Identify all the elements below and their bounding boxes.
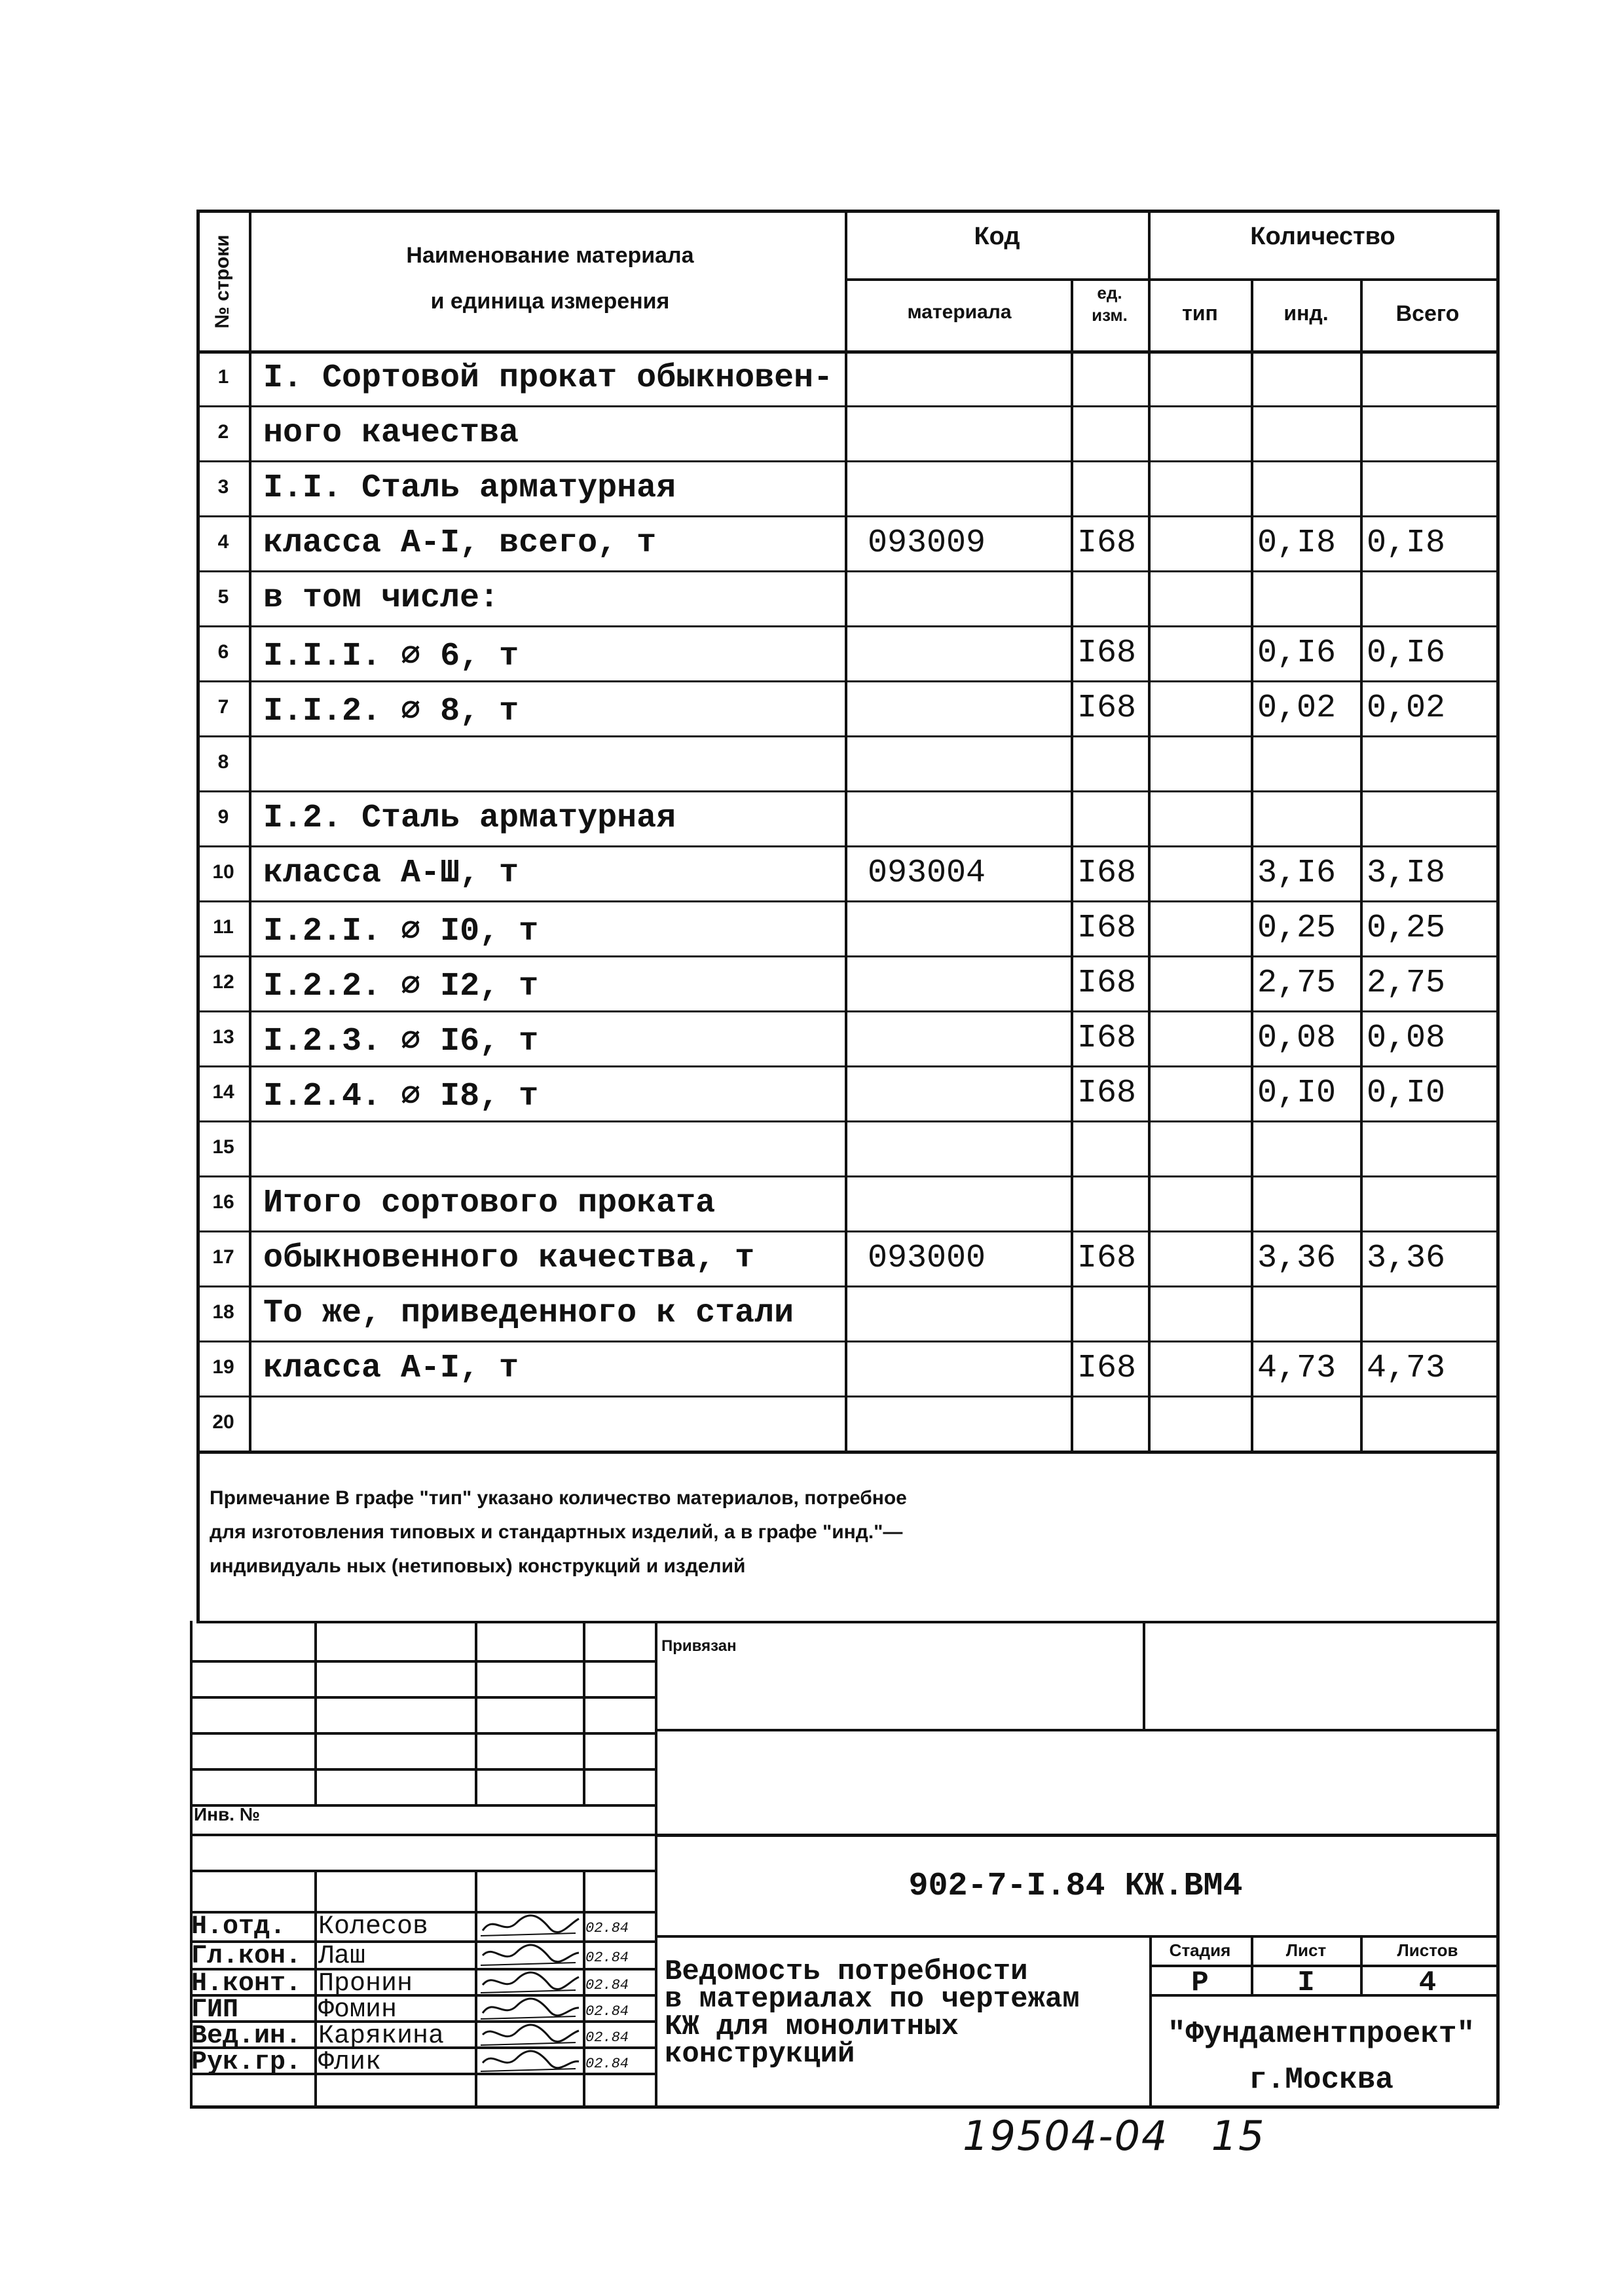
label-privyazan: Привязан (661, 1637, 737, 1655)
row-number: 9 (217, 806, 229, 828)
grid-line (196, 1285, 1499, 1287)
unit-code: I68 (1077, 855, 1137, 892)
signature-date: 02.84 (585, 1977, 629, 1993)
row-number: 2 (217, 421, 229, 443)
signature-date: 02.84 (585, 2003, 629, 2020)
material-name: I.2.4. ∅ I8, т (263, 1078, 539, 1115)
document-title: Ведомость потребности в материалах по чертежам КЖ для монолитных конструкций (665, 1955, 1080, 2071)
grid-line (196, 1396, 1499, 1397)
row-number: 13 (212, 1026, 234, 1048)
row-number: 1 (217, 366, 229, 388)
grid-line (196, 625, 1499, 627)
grid-line (196, 1341, 1499, 1342)
grid-line (314, 1870, 317, 2105)
staff-name: Флик (318, 2048, 382, 2077)
unit-code: I68 (1077, 910, 1137, 947)
value-sheets: 4 (1418, 1967, 1437, 1999)
grid-line (655, 1621, 657, 2105)
row-number: 5 (217, 586, 229, 608)
qty-ind: 0,I0 (1257, 1075, 1337, 1112)
material-name: обыкновенного качества, т (263, 1240, 755, 1277)
grid-line (196, 210, 1499, 213)
document-code: 902-7-I.84 КЖ.ВМ4 (908, 1868, 1243, 1905)
grid-line (196, 1230, 1499, 1232)
header-qty-total: Всего (1395, 301, 1460, 326)
grid-line (196, 1010, 1499, 1012)
qty-total: 3,36 (1367, 1240, 1446, 1277)
qty-ind: 2,75 (1257, 965, 1337, 1002)
staff-name: Лаш (318, 1942, 366, 1971)
header-name-column: Наименование материала и единица измерения (406, 243, 694, 314)
row-number: 8 (217, 751, 229, 773)
staff-name: Карякина (318, 2022, 445, 2051)
row-number: 17 (212, 1246, 234, 1268)
material-name: I.2.3. ∅ I6, т (263, 1023, 539, 1060)
signature (477, 1968, 582, 1995)
grid-line (196, 845, 1499, 847)
row-number: 19 (212, 1356, 234, 1378)
material-name: I.I.2. ∅ 8, т (263, 693, 519, 730)
qty-ind: 0,02 (1257, 690, 1337, 727)
material-name: I.2.I. ∅ I0, т (263, 913, 539, 950)
unit-code: I68 (1077, 1240, 1137, 1277)
grid-line (196, 790, 1499, 792)
staff-role: Рук.гр. (191, 2048, 302, 2077)
material-code: 093009 (868, 525, 986, 562)
row-number: 6 (217, 641, 229, 663)
table-note: Примечание В графе "тип" указано количество материалов, потребное для изготовления типовых и стандартных изделий, а в графе "инд."— индивидуаль ных (нетиповых) конструкций и изделий (210, 1487, 907, 1577)
qty-total: 0,I0 (1367, 1075, 1446, 1112)
grid-line (190, 1834, 655, 1836)
grid-line (196, 405, 1499, 407)
grid-line (1143, 1621, 1145, 1729)
organization-name: "Фундаментпроект" (1167, 2017, 1475, 2051)
material-name: I. Сортовой прокат обыкновен- (263, 360, 834, 397)
grid-line (196, 1451, 1499, 1454)
grid-line (845, 278, 1496, 281)
grid-line (655, 1729, 1499, 1731)
qty-ind: 4,73 (1257, 1350, 1337, 1387)
qty-ind: 0,25 (1257, 910, 1337, 947)
signature (477, 1940, 582, 1968)
header-code-material: материала (907, 301, 1012, 323)
signature (477, 1911, 582, 1938)
signature-date: 02.84 (585, 1950, 629, 1966)
qty-total: 2,75 (1367, 965, 1446, 1002)
staff-name: Фомин (318, 1995, 397, 2025)
header-row-number: № строки (212, 234, 233, 329)
grid-line (196, 1065, 1499, 1067)
grid-line (1071, 278, 1073, 1451)
signature (477, 1994, 582, 2022)
material-code: 093000 (868, 1240, 986, 1277)
grid-line (583, 1621, 585, 1804)
value-sheet: I (1297, 1967, 1315, 1999)
row-number: 20 (212, 1411, 234, 1433)
qty-total: 0,25 (1367, 910, 1446, 947)
signature (477, 2020, 582, 2048)
row-number: 11 (213, 916, 234, 938)
header-unit: ед. изм. (1092, 283, 1128, 325)
grid-line (475, 1621, 477, 1804)
staff-role: Н.отд. (191, 1912, 286, 1942)
unit-code: I68 (1077, 690, 1137, 727)
grid-line (655, 1935, 1499, 1938)
material-name: I.2. Сталь арматурная (263, 800, 676, 837)
grid-line (196, 955, 1499, 957)
grid-line (190, 2105, 1499, 2109)
signature (477, 2046, 582, 2074)
unit-code: I68 (1077, 1075, 1137, 1112)
row-number: 16 (212, 1191, 234, 1213)
value-stage: Р (1191, 1967, 1209, 1999)
qty-total: 0,I6 (1367, 635, 1446, 672)
grid-line (196, 735, 1499, 737)
header-qty-type: тип (1182, 301, 1218, 325)
grid-line (655, 1834, 1499, 1837)
label-sheet: Лист (1285, 1940, 1327, 1960)
signature-date: 02.84 (585, 1920, 629, 1936)
qty-ind: 0,08 (1257, 1020, 1337, 1057)
grid-line (196, 515, 1499, 517)
label-inv-no: Инв. № (194, 1804, 261, 1824)
unit-code: I68 (1077, 525, 1137, 562)
grid-line (845, 210, 847, 1451)
grid-line (196, 900, 1499, 902)
qty-ind: 3,I6 (1257, 855, 1337, 892)
row-number: 15 (212, 1136, 234, 1158)
grid-line (196, 680, 1499, 682)
material-name: класса А-Ш, т (263, 855, 519, 892)
material-name: Итого сортового проката (263, 1185, 716, 1222)
qty-total: 3,I8 (1367, 855, 1446, 892)
row-number: 3 (217, 476, 229, 498)
label-stage: Стадия (1169, 1940, 1231, 1960)
grid-line (196, 570, 1499, 572)
grid-line (314, 1621, 317, 1804)
row-number: 14 (212, 1081, 234, 1103)
row-number: 7 (217, 696, 229, 718)
staff-name: Пронин (318, 1969, 413, 1999)
row-number: 18 (212, 1301, 234, 1323)
unit-code: I68 (1077, 1350, 1137, 1387)
grid-line (196, 1175, 1499, 1177)
material-name: класса А-I, всего, т (263, 525, 657, 562)
staff-role: ГИП (191, 1995, 239, 2025)
signature-date: 02.84 (585, 2056, 629, 2072)
staff-role: Вед.ин. (191, 2022, 302, 2051)
staff-role: Гл.кон. (191, 1942, 302, 1971)
material-name: ного качества (263, 415, 519, 452)
staff-name: Колесов (318, 1912, 429, 1942)
archive-stamp: 19504-04 15 (963, 2112, 1266, 2160)
grid-line (196, 350, 1499, 354)
organization-city: г.Москва (1249, 2063, 1393, 2097)
header-quantity-group: Количество (1250, 223, 1395, 250)
row-number: 12 (212, 971, 234, 993)
signature-date: 02.84 (585, 2029, 629, 2046)
qty-total: 0,02 (1367, 690, 1446, 727)
unit-code: I68 (1077, 635, 1137, 672)
label-sheets: Листов (1397, 1940, 1458, 1960)
grid-line (196, 1120, 1499, 1122)
unit-code: I68 (1077, 1020, 1137, 1057)
header-qty-ind: инд. (1283, 301, 1329, 325)
grid-line (1148, 210, 1151, 1451)
qty-ind: 0,I6 (1257, 635, 1337, 672)
qty-total: 4,73 (1367, 1350, 1446, 1387)
header-code-group: Код (974, 223, 1020, 250)
qty-ind: 0,I8 (1257, 525, 1337, 562)
unit-code: I68 (1077, 965, 1137, 1002)
row-number: 4 (217, 531, 229, 553)
grid-line (249, 210, 251, 1451)
material-name: в том числе: (263, 580, 500, 617)
material-name: То же, приведенного к стали (263, 1295, 794, 1332)
material-name: I.I. Сталь арматурная (263, 470, 676, 507)
grid-line (1360, 278, 1363, 1451)
staff-role: Н.конт. (191, 1969, 302, 1999)
material-name: I.I.I. ∅ 6, т (263, 638, 519, 675)
material-name: I.2.2. ∅ I2, т (263, 968, 539, 1005)
grid-line (1251, 278, 1253, 1451)
material-name: класса А-I, т (263, 1350, 519, 1387)
grid-line (196, 460, 1499, 462)
material-code: 093004 (868, 855, 986, 892)
grid-line (196, 1621, 1499, 1623)
row-number: 10 (212, 861, 234, 883)
qty-total: 0,08 (1367, 1020, 1446, 1057)
qty-total: 0,I8 (1367, 525, 1446, 562)
qty-ind: 3,36 (1257, 1240, 1337, 1277)
grid-line (1496, 210, 1500, 2105)
